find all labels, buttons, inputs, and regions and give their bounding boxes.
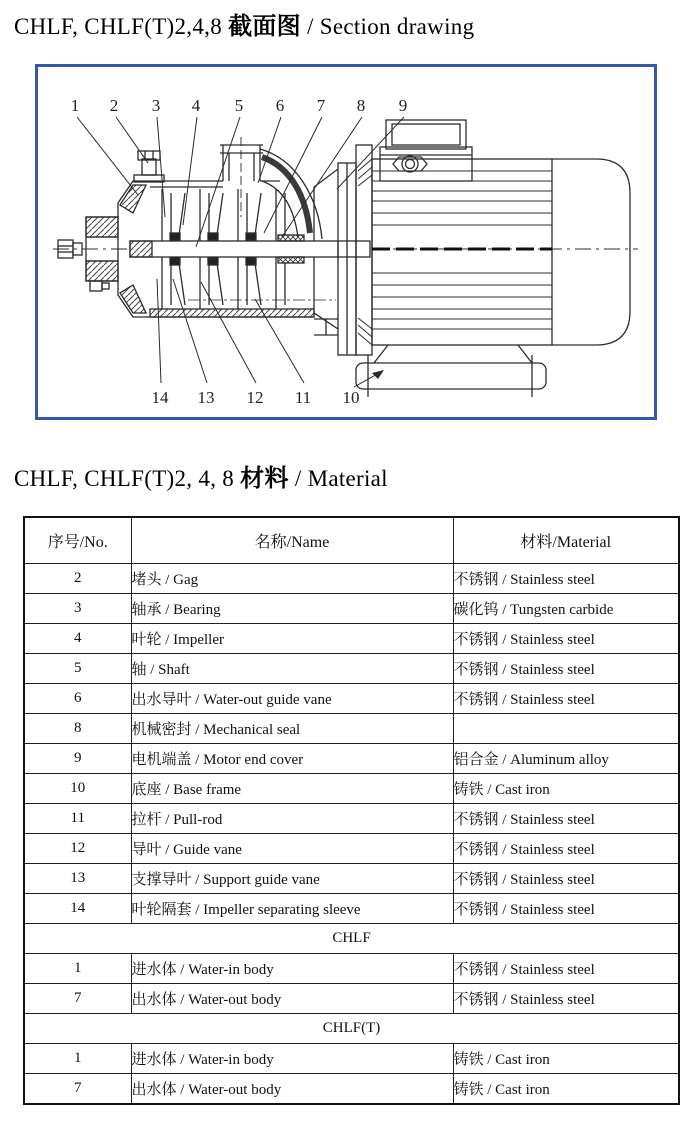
- callout-label: 7: [316, 96, 326, 115]
- cell-no: 13: [24, 864, 131, 894]
- cell-name: 拉杆 / Pull-rod: [131, 804, 453, 834]
- table-row: [24, 834, 679, 864]
- table-section-row: [24, 1014, 679, 1044]
- callout-label: 13: [197, 388, 215, 407]
- table-row: [24, 984, 679, 1014]
- callout-label: 6: [275, 96, 285, 115]
- table-row: [24, 774, 679, 804]
- cell-material: 铸铁 / Cast iron: [453, 1074, 679, 1105]
- callout-label: 3: [151, 96, 161, 115]
- cell-name: 电机端盖 / Motor end cover: [131, 744, 453, 774]
- table-row: [24, 1044, 679, 1074]
- title-latin-prefix: CHLF, CHLF(T)2, 4, 8: [14, 466, 241, 491]
- cell-material: [453, 714, 679, 744]
- cell-name: 机械密封 / Mechanical seal: [131, 714, 453, 744]
- table-row: [24, 1074, 679, 1105]
- table-row: [24, 894, 679, 924]
- cell-name: 出水导叶 / Water-out guide vane: [131, 684, 453, 714]
- column-header-material: 材料/Material: [453, 517, 679, 564]
- cell-material: 不锈钢 / Stainless steel: [453, 864, 679, 894]
- section-label: CHLF: [24, 924, 679, 954]
- table-row: [24, 864, 679, 894]
- cell-no: 10: [24, 774, 131, 804]
- cell-no: 12: [24, 834, 131, 864]
- cell-name: 底座 / Base frame: [131, 774, 453, 804]
- table-row: [24, 594, 679, 624]
- cell-material: 铸铁 / Cast iron: [453, 774, 679, 804]
- table-row: [24, 564, 679, 594]
- page-title-material: [14, 458, 388, 493]
- cell-no: 3: [24, 594, 131, 624]
- cell-no: 2: [24, 564, 131, 594]
- table-row: [24, 684, 679, 714]
- cell-no: 4: [24, 624, 131, 654]
- cell-no: 11: [24, 804, 131, 834]
- cell-no: 1: [24, 954, 131, 984]
- cell-material: 不锈钢 / Stainless steel: [453, 984, 679, 1014]
- callout-label: 1: [70, 96, 80, 115]
- title-cjk: 材料: [240, 466, 289, 492]
- callout-label: 14: [151, 388, 169, 407]
- cell-name: 轴 / Shaft: [131, 654, 453, 684]
- pump-motor-section-drawing: [38, 67, 654, 417]
- title-latin-suffix: / Material: [288, 466, 388, 491]
- table-section-row: [24, 924, 679, 954]
- callout-label: 8: [356, 96, 366, 115]
- callout-label: 11: [294, 388, 312, 407]
- cell-material: 铝合金 / Aluminum alloy: [453, 744, 679, 774]
- table-row: [24, 954, 679, 984]
- callout-label: 2: [109, 96, 119, 115]
- cell-no: 7: [24, 1074, 131, 1105]
- cell-name: 叶轮隔套 / Impeller separating sleeve: [131, 894, 453, 924]
- title-latin-prefix: CHLF, CHLF(T)2,4,8: [14, 14, 229, 39]
- cell-material: 不锈钢 / Stainless steel: [453, 564, 679, 594]
- callout-label: 10: [342, 388, 360, 407]
- cell-material: 不锈钢 / Stainless steel: [453, 624, 679, 654]
- cell-name: 叶轮 / Impeller: [131, 624, 453, 654]
- callout-label: 5: [234, 96, 244, 115]
- cell-no: 6: [24, 684, 131, 714]
- cell-name: 轴承 / Bearing: [131, 594, 453, 624]
- cell-material: 不锈钢 / Stainless steel: [453, 684, 679, 714]
- callout-label: 4: [191, 96, 201, 115]
- cell-name: 支撑导叶 / Support guide vane: [131, 864, 453, 894]
- cell-name: 进水体 / Water-in body: [131, 1044, 453, 1074]
- callout-label: 9: [398, 96, 408, 115]
- cell-name: 导叶 / Guide vane: [131, 834, 453, 864]
- material-table: [23, 516, 680, 1105]
- cell-material: 不锈钢 / Stainless steel: [453, 894, 679, 924]
- cell-no: 9: [24, 744, 131, 774]
- table-header-row: [24, 517, 679, 564]
- cell-no: 7: [24, 984, 131, 1014]
- cell-name: 进水体 / Water-in body: [131, 954, 453, 984]
- page-title-section-drawing: [14, 6, 474, 41]
- cell-material: 不锈钢 / Stainless steel: [453, 834, 679, 864]
- drawing-frame: [35, 64, 657, 420]
- section-label: CHLF(T): [24, 1014, 679, 1044]
- column-header-name: 名称/Name: [131, 517, 453, 564]
- table-row: [24, 714, 679, 744]
- table-row: [24, 744, 679, 774]
- cell-name: 堵头 / Gag: [131, 564, 453, 594]
- cell-name: 出水体 / Water-out body: [131, 984, 453, 1014]
- cell-no: 14: [24, 894, 131, 924]
- callout-label: 12: [246, 388, 264, 407]
- table-row: [24, 804, 679, 834]
- title-latin-suffix: / Section drawing: [300, 14, 475, 39]
- title-cjk: 截面图: [228, 14, 301, 40]
- cell-material: 不锈钢 / Stainless steel: [453, 804, 679, 834]
- table-row: [24, 654, 679, 684]
- table-row: [24, 624, 679, 654]
- cell-name: 出水体 / Water-out body: [131, 1074, 453, 1105]
- cell-no: 8: [24, 714, 131, 744]
- cell-no: 5: [24, 654, 131, 684]
- column-header-no: 序号/No.: [24, 517, 131, 564]
- cell-no: 1: [24, 1044, 131, 1074]
- cell-material: 碳化钨 / Tungsten carbide: [453, 594, 679, 624]
- cell-material: 铸铁 / Cast iron: [453, 1044, 679, 1074]
- cell-material: 不锈钢 / Stainless steel: [453, 954, 679, 984]
- cell-material: 不锈钢 / Stainless steel: [453, 654, 679, 684]
- material-table-body: [24, 517, 679, 1104]
